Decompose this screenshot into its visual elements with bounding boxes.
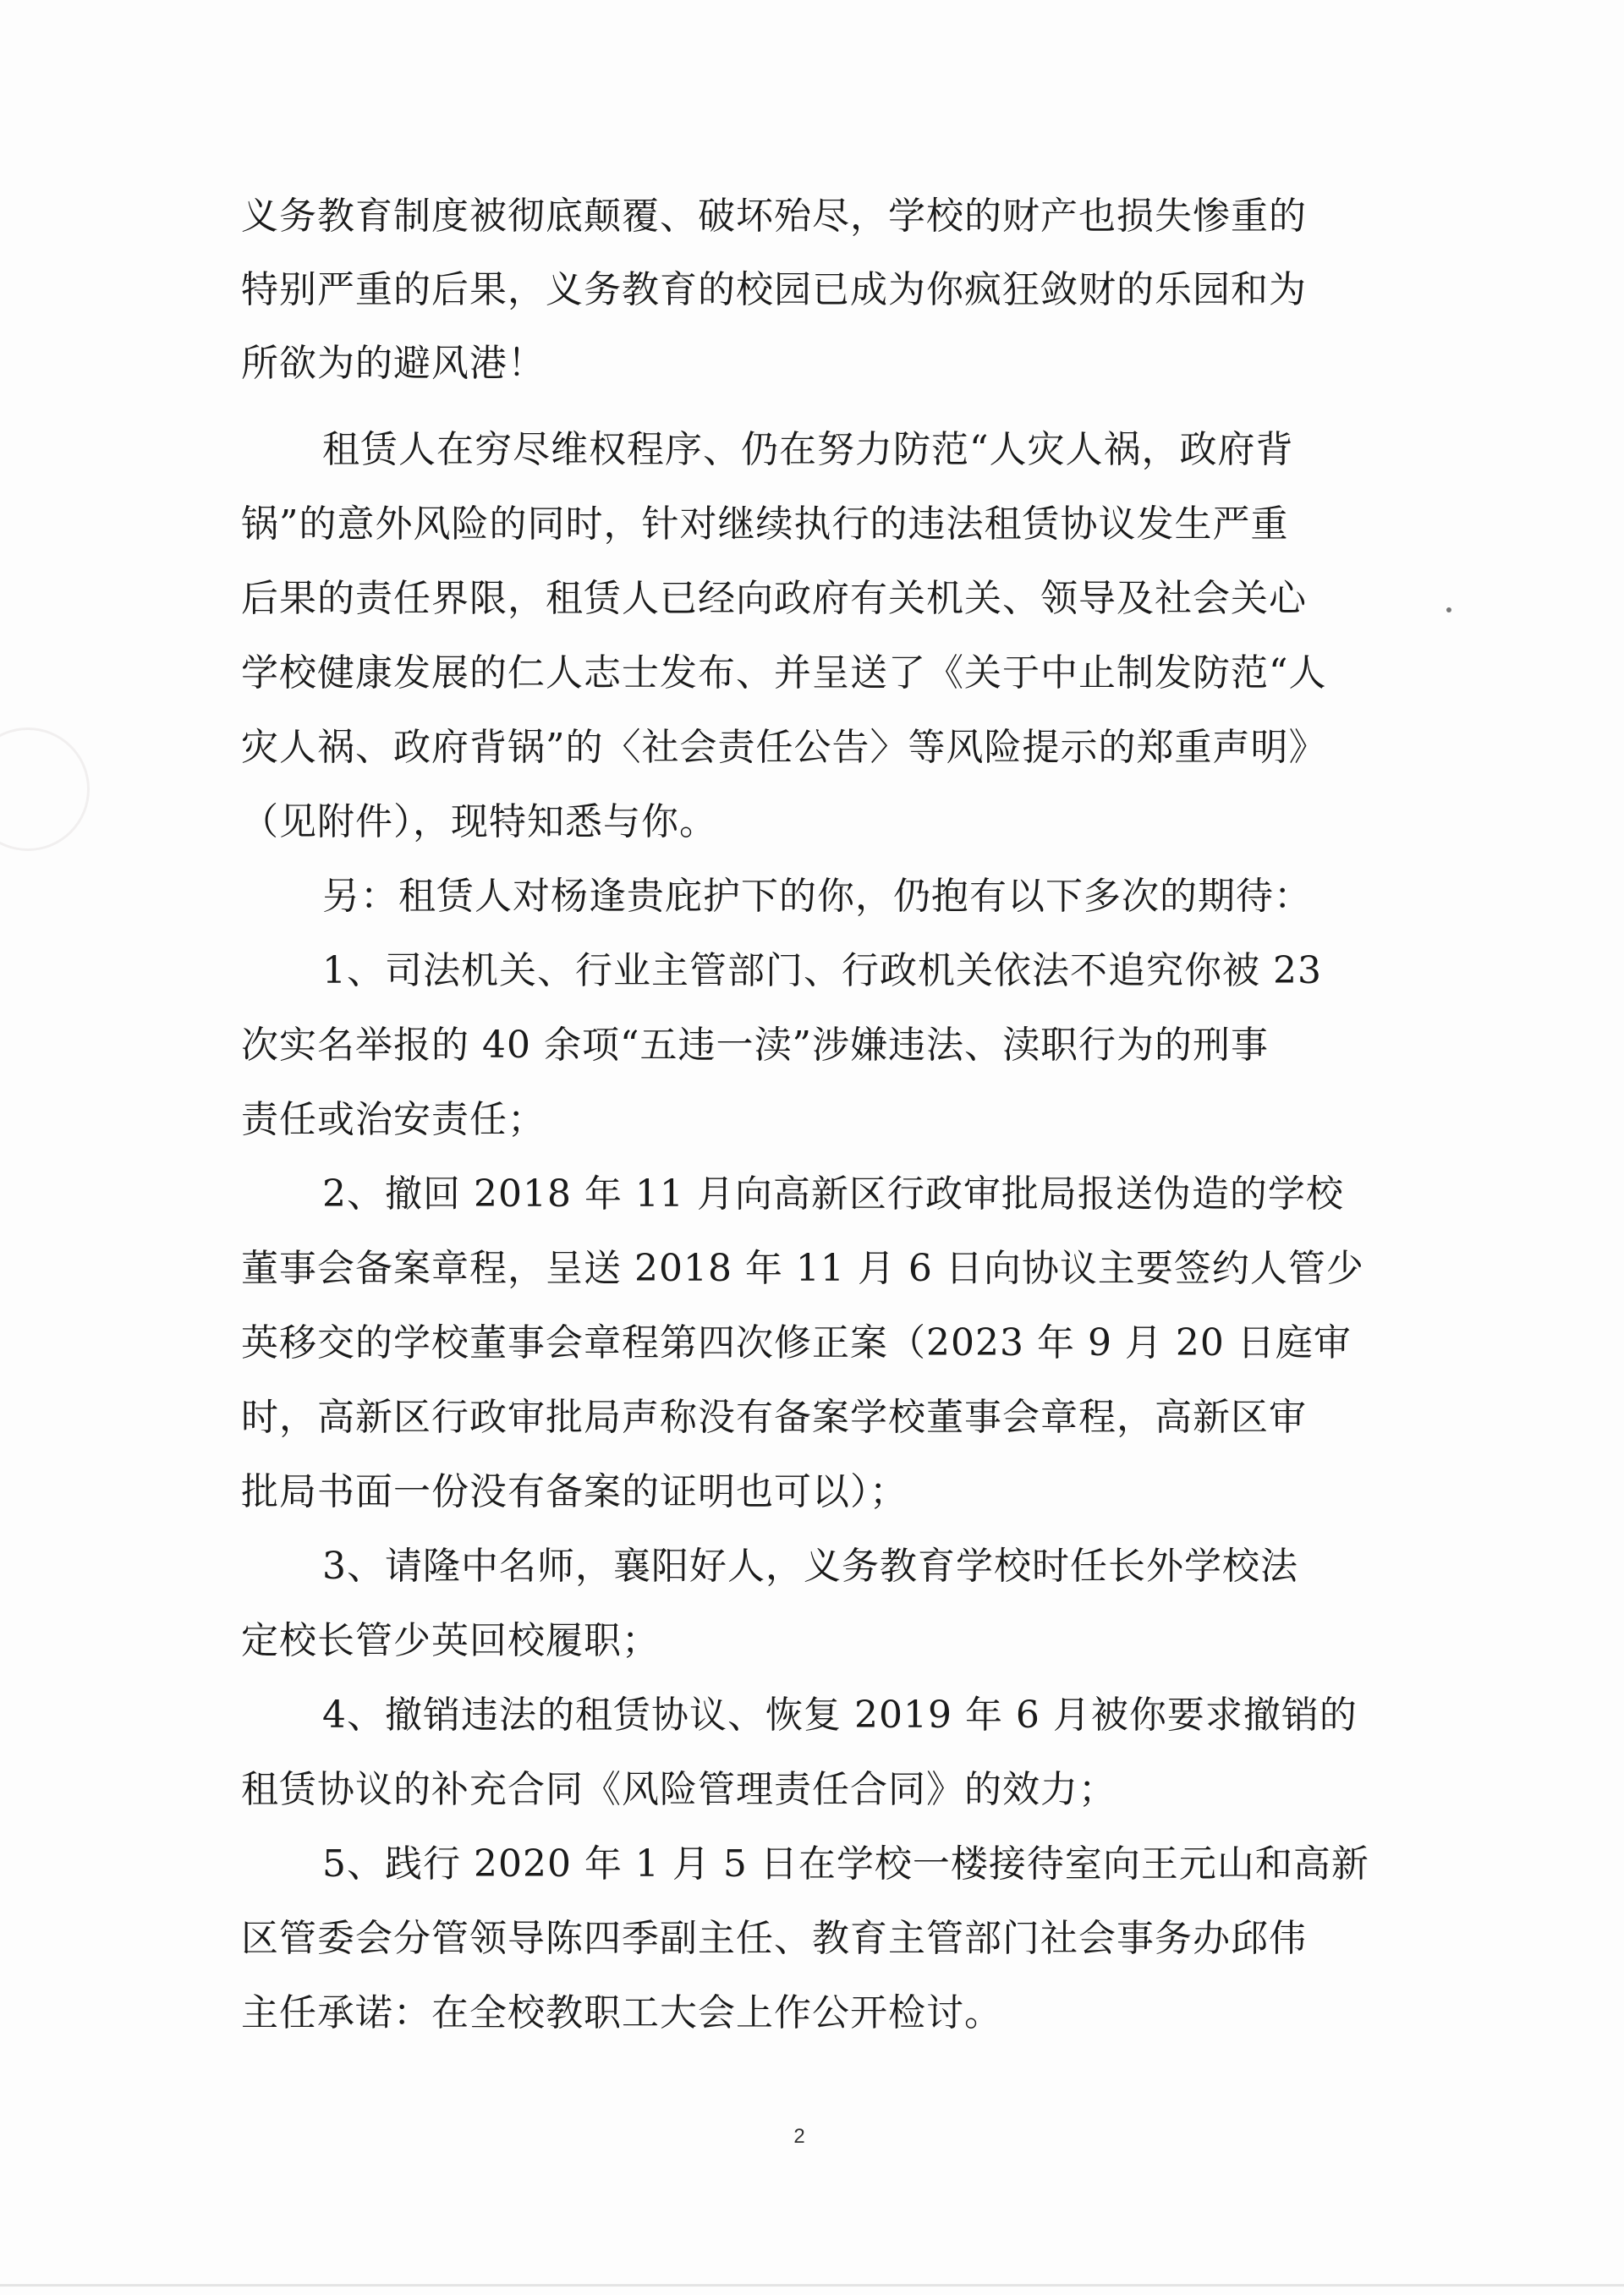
text-line: 主任承诺：在全校教职工大会上作公开检讨。: [241, 1991, 1002, 2034]
text-line: （见附件），现特知悉与你。: [241, 800, 717, 843]
text-line: 批局书面一份没有备案的证明也可以）；: [241, 1470, 908, 1513]
text-line: 定校长管少英回校履职；: [241, 1619, 660, 1662]
text-line: 租赁协议的补充合同《风险管理责任合同》的效力；: [241, 1768, 1116, 1811]
text-line: 灾人祸、政府背锅”的〈社会责任公告〉等风险提示的郑重声明》: [241, 726, 1327, 769]
list-item-3-line: 3、请隆中名师，襄阳好人，义务教育学校时任长外学校法: [322, 1545, 1298, 1588]
list-item-5-line: 5、践行 2020 年 1 月 5 日在学校一楼接待室向王元山和高新: [322, 1842, 1369, 1886]
text-line: 所欲为的避风港！: [241, 342, 546, 385]
paragraph-first-line: 租赁人在穷尽维权程序、仍在努力防范“人灾人祸，政府背: [322, 428, 1294, 471]
text-line: 英移交的学校董事会章程第四次修正案（2023 年 9 月 20 日庭审: [241, 1321, 1352, 1364]
text-line: 后果的责任界限，租赁人已经向政府有关机关、领导及社会关心: [241, 577, 1307, 620]
text-line: 责任或治安责任；: [241, 1098, 546, 1141]
list-item-2-line: 2、撤回 2018 年 11 月向高新区行政审批局报送伪造的学校: [322, 1172, 1344, 1216]
scan-speck: [1446, 607, 1451, 612]
text-line: 学校健康发展的仁人志士发布、并呈送了《关于中止制发防范“人: [241, 651, 1327, 695]
paragraph-first-line: 另：租赁人对杨逢贵庇护下的你，仍抱有以下多次的期待：: [322, 875, 1312, 918]
list-item-4-line: 4、撤销违法的租赁协议、恢复 2019 年 6 月被你要求撤销的: [322, 1694, 1358, 1737]
text-line: 锅”的意外风险的同时，针对继续执行的违法租赁协议发生严重: [241, 502, 1289, 546]
scan-edge-line: [0, 2284, 1624, 2287]
text-line: 区管委会分管领导陈四季副主任、教育主管部门社会事务办邱伟: [241, 1917, 1307, 1960]
list-item-1-line: 1、司法机关、行业主管部门、行政机关依法不追究你被 23: [322, 949, 1322, 992]
text-line: 董事会备案章程，呈送 2018 年 11 月 6 日向协议主要签约人管少: [241, 1247, 1364, 1290]
text-line: 义务教育制度被彻底颠覆、破坏殆尽，学校的财产也损失惨重的: [241, 195, 1307, 238]
faint-stamp-mark: [0, 727, 90, 851]
text-line: 时，高新区行政审批局声称没有备案学校董事会章程，高新区审: [241, 1396, 1307, 1439]
text-line: 次实名举报的 40 余项“五违一渎”涉嫌违法、渎职行为的刑事: [241, 1024, 1269, 1067]
page-number: 2: [793, 2125, 805, 2148]
text-line: 特别严重的后果，义务教育的校园已成为你疯狂敛财的乐园和为: [241, 268, 1307, 311]
